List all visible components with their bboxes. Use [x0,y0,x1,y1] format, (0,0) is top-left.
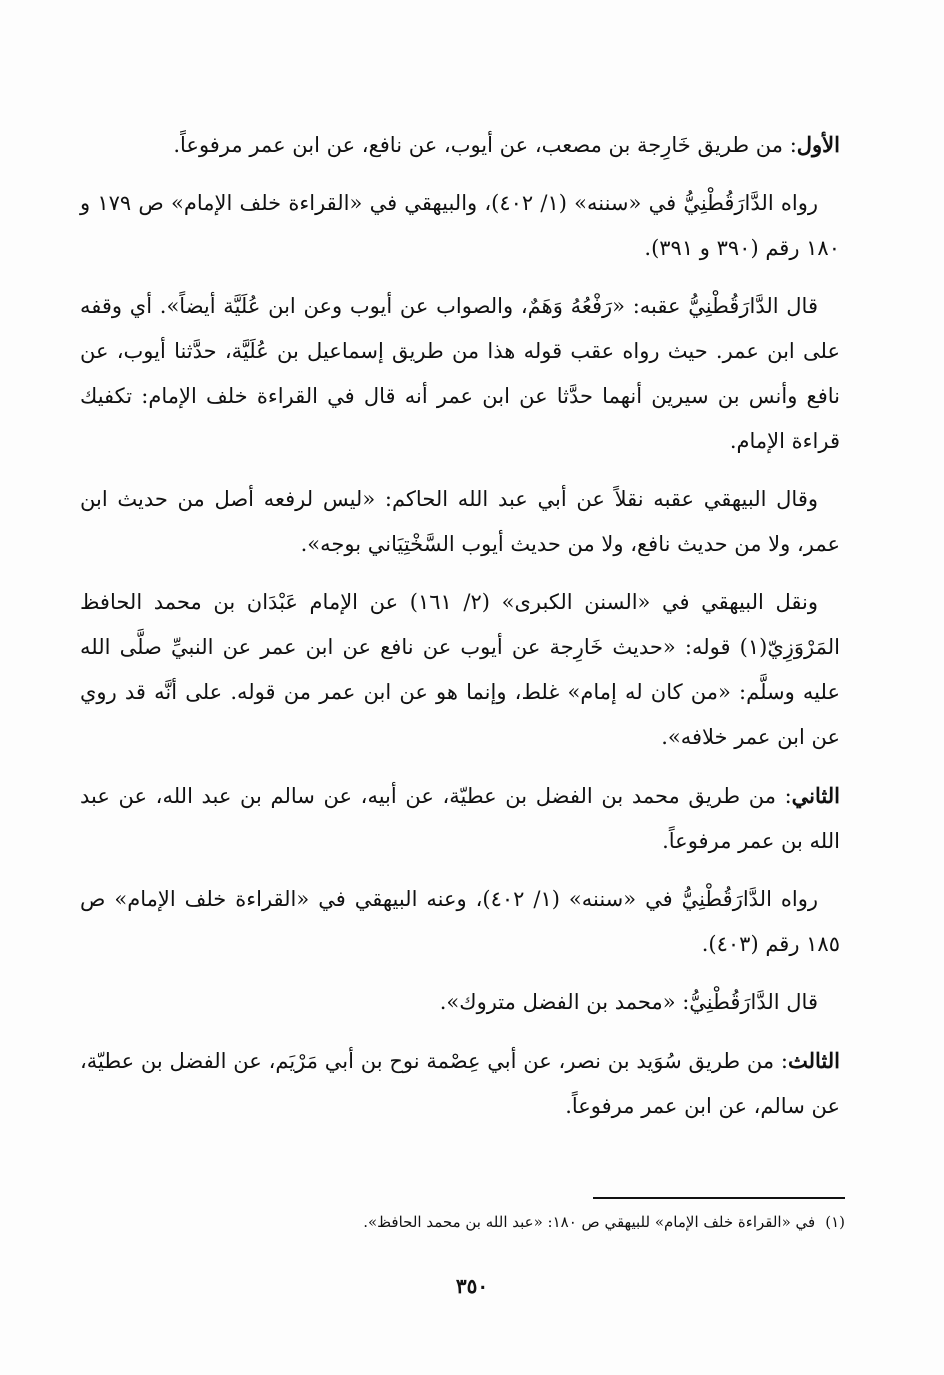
paragraph-daraqutni-bayhaqi-2: رواه الدَّارَقُطْنِيُّ في «سننه» (١/ ٤٠٢)، وعنه البيهقي في «القراءة خلف الإمام» ص ١٨٥ رقم (٤٠٣). [80,887,840,956]
main-text [80,122,840,1142]
paragraph-first-route [80,122,840,168]
paragraph-daraqutni-bayhaqi-1: رواه الدَّارَقُطْنِيُّ في «سننه» (١/ ٤٠٢)، والبيهقي في «القراءة خلف الإمام» ص ١٧٩ و ١٨٠ رقم (٣٩٠ و ٣٩١). [80,191,840,260]
footnote [80,1208,845,1236]
footnote-number: (١) [825,1213,845,1231]
paragraph-third-route [80,1038,840,1129]
paragraph-text: : من طريق محمد بن الفضل بن عطيّة، عن أبيه، عن سالم بن عبد الله، عن عبد الله بن عمر مرفوعاً. [80,784,840,853]
paragraph-bayhaqi-hakim: وقال البيهقي عقبه نقلاً عن أبي عبد الله الحاكم: «ليس لرفعه أصل من حديث ابن عمر، ولا من حديث نافع، ولا من حديث أيوب السَّخْتِيَاني بوجه». [80,487,840,556]
footnote-text: في «القراءة خلف الإمام» للبيهقي ص ١٨٠: «عبد الله بن محمد الحافظ». [363,1213,816,1231]
footnote-divider [593,1197,845,1199]
paragraph-daraqutni-comment-1: قال الدَّارَقُطْنِيُّ عقبه: «رَفْعُهُ وَهَمٌ، والصواب عن أيوب وعن ابن عُلَيَّة أيضاً». أي وقفه على ابن عمر. حيث رواه عقب قوله هذا من طريق إسماعيل بن عُلَيَّة، حدَّثنا أيوب، عن نافع وأنس بن سيرين أنهما حدَّثا عن ابن عمر أنه قال في القراءة خلف الإمام: تكفيك قراءة الإمام. [80,294,840,453]
section-label-first: الأول [796,132,840,157]
paragraph-second-route [80,773,840,864]
paragraph-text: : من طريق خَارِجة بن مصعب، عن أيوب، عن نافع، عن ابن عمر مرفوعاً. [173,133,797,157]
paragraph-daraqutni-comment-2: قال الدَّارَقُطْنِيُّ: «محمد بن الفضل متروك». [439,990,818,1014]
section-label-third: الثالث [788,1048,840,1073]
paragraph-text: : من طريق سُوَيد بن نصر، عن أبي عِصْمة نوح بن أبي مَرْيَم، عن الفضل بن عطيّة، عن سالم، عن ابن عمر مرفوعاً. [80,1049,840,1118]
section-label-second: الثاني [791,783,840,808]
paragraph-bayhaqi-abdan: ونقل البيهقي في «السنن الكبرى» (٢/ ١٦١) عن الإمام عَبْدَان بن محمد الحافظ المَرْوَزِيّ(١) قوله: «حديث خَارِجة عن أيوب عن نافع عن ابن عمر عن النبيِّ صلَّى الله عليه وسلَّم: «من كان له إمام» غلط، وإنما هو عن ابن عمر من قوله. على أنَّه قد روي عن ابن عمر خلافه». [80,590,840,749]
page-number: ٣٥٠ [455,1274,489,1298]
